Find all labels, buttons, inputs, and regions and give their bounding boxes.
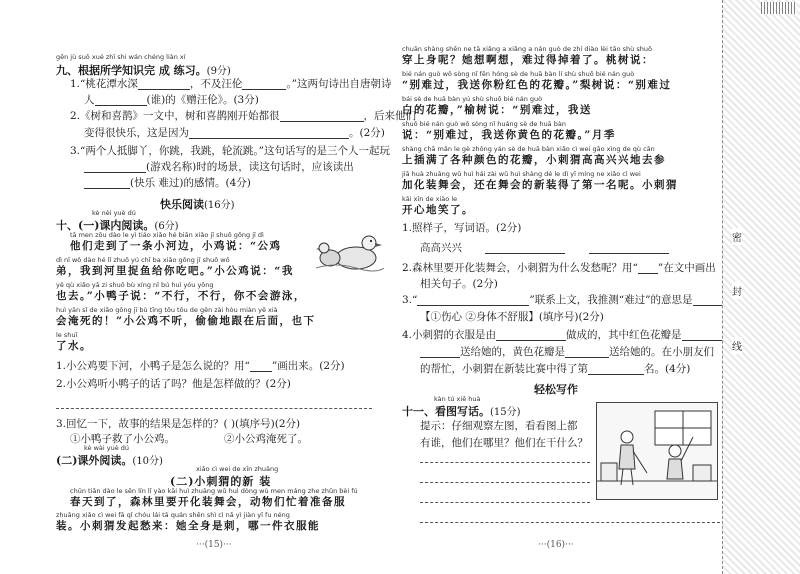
- story-cont-pinyin-6: jiā huà zhuāng wǔ huì hái zài wǔ huì shàng dé le dì yī míng ne xiǎo cì wei: [402, 170, 641, 178]
- q9-3-b: (游戏名称)时的场景，读这句话时，应该读出: [146, 161, 354, 173]
- q4-b: 做成的，其中红色花瓣是: [566, 329, 682, 341]
- q10b-pinyin: kè wài yuè dú: [84, 444, 130, 452]
- story-line-2: 装。小刺猬发起愁来：她全身是刺，哪一件衣服能: [56, 520, 320, 532]
- q9-1-d: 人: [84, 94, 95, 106]
- q11-score: (15分): [490, 407, 521, 418]
- answer-blank[interactable]: [588, 364, 644, 375]
- happy-score: (16分): [204, 200, 235, 211]
- story-pinyin-1: chūn tiān dào le sēn lín lǐ yào kāi huì zhuāng wǔ huì dòng wù men máng zhe zhǔn bèi fú: [70, 487, 358, 495]
- story-cont-line-5: 上插满了各种颜色的花瓣，小刺猬高高兴兴地去参: [402, 154, 666, 166]
- answer-blank[interactable]: [693, 295, 723, 306]
- answer-line[interactable]: [56, 408, 372, 409]
- easy-writing-title: 轻松写作: [534, 383, 578, 396]
- story-cont-line-4: 说：“别难过，我送你黄色的花瓣。”月季: [402, 129, 616, 141]
- q1-example: 高高兴兴: [420, 242, 462, 254]
- q10-pinyin: kè nèi yuè dú: [92, 209, 136, 217]
- q4-line3: [420, 363, 690, 375]
- q9-1-a: 1.“桃花潭水深: [70, 78, 138, 90]
- q3-b: ”联系上文，我推测“难过”的意思是: [529, 294, 693, 306]
- answer-blank[interactable]: [95, 95, 147, 106]
- story-cont-line-6: 加化装舞会，还在舞会的新装得了第一名呢。小刺猬: [402, 179, 678, 191]
- passage1-pinyin-3: yě qù xiǎo yā zi shuō bù xíng nǐ bú huì yóu yǒng: [56, 281, 214, 289]
- qr-code-icon: [761, 2, 797, 14]
- q4-line2: [420, 346, 714, 358]
- writing-line[interactable]: [420, 502, 590, 503]
- story-cont-line-3: 白的花瓣，”榆树说：“别难过，我送: [402, 104, 592, 116]
- page-number-left: ···(15)···: [196, 540, 232, 550]
- r1-text: 1.小公鸡要下河，小鸭子是怎么说的？用“: [56, 360, 250, 372]
- story-title-pinyin: xiǎo cì wei de xīn zhuāng: [196, 465, 279, 473]
- passage1-line-5: 了水。: [56, 340, 92, 352]
- q9-1-line1: [70, 78, 392, 90]
- answer-blank[interactable]: [496, 330, 566, 341]
- right-page: [398, 0, 720, 574]
- q9-2-b: ，后来他们: [363, 110, 417, 122]
- q9-2-line1: [70, 110, 416, 122]
- q2-c: 相关句子。(2分): [420, 278, 498, 290]
- seal-char-mi: 密: [732, 228, 742, 245]
- q4-d: 送给她的。在小朋友们: [609, 346, 714, 358]
- r1-text-b: ”画出来。(2分): [271, 360, 345, 372]
- q2-a: 2.森林里要开化装舞会，小刺猬为什么发愁呢？用“: [402, 262, 638, 274]
- q10b-score: (10分): [132, 456, 163, 467]
- seal-char-feng: 封: [732, 282, 742, 299]
- q9-2-a: 2.《树和喜鹊》一文中，树和喜鹊刚开始都很: [70, 110, 280, 122]
- passage1-pinyin-4: huì yān sǐ de xiǎo gōng jī bù tīng tōu tōu de gēn zài hòu miàn yě xià: [56, 306, 278, 314]
- answer-blank[interactable]: [138, 79, 190, 90]
- q9-2-d: 。(2分): [349, 127, 385, 139]
- q10-r1: [56, 360, 345, 372]
- answer-blank[interactable]: [420, 347, 460, 358]
- q1-text: 1.照样子，写词语。(2分): [402, 222, 522, 234]
- cut-line: [722, 0, 723, 574]
- answer-blank[interactable]: [565, 347, 609, 358]
- q9-title: [56, 62, 231, 78]
- q11-title: [402, 403, 521, 419]
- story-cont-line-2: “别难过，我送你粉红色的花瓣。”梨树说：“别难过: [402, 79, 672, 91]
- answer-blank[interactable]: [280, 111, 364, 122]
- q10-r3-option2: ②小公鸡淹死了。: [224, 433, 308, 445]
- happy-title-text: 快乐阅读: [160, 198, 204, 211]
- q11-hint-2: 有谁，他们在哪里？他们在干什么？: [420, 437, 588, 449]
- q11-hint-1: 提示：仔细观察左图，看看图上都: [420, 420, 578, 432]
- q9-1-line2: [84, 94, 259, 106]
- passage1-line-1: 他们走到了一条小河边，小鸡说：“公鸡: [70, 240, 282, 252]
- q9-1-c: 。”这两句诗出自唐朝诗: [286, 78, 392, 90]
- passage1-line-3: 也去。”小鸭子说：“不行，不行，你不会游泳，: [56, 290, 306, 302]
- q9-2-c: 变得很快乐，这是因为: [84, 127, 189, 139]
- q9-3-c: (快乐 难过)的感情。(4分): [130, 177, 251, 189]
- q9-title-text: 九、根据所学知识完 成 练习。: [56, 64, 207, 77]
- q9-score: (9分): [206, 66, 231, 77]
- story-cont-line-7: 开心地笑了。: [402, 204, 474, 216]
- story-line-1: 春天到了，森林里要开化装舞会，动物们忙着准备服: [70, 496, 346, 508]
- page-number-left-value: 15: [208, 540, 220, 550]
- q10b-title-text: (二)课外阅读。: [56, 454, 133, 467]
- q3-c: 【①伤心 ②身体不舒服】(填序号)(2分): [420, 311, 604, 323]
- answer-blank[interactable]: [84, 162, 146, 173]
- q9-pinyin: gēn jù suǒ xué zhī shi wán chéng liàn xí: [56, 53, 186, 61]
- q4-a: 4.小刺猬的衣服是由: [402, 329, 497, 341]
- story-title: (二)小刺猬的新 装: [170, 475, 272, 488]
- story-cont-pinyin-5: shàng chā mǎn le gè zhǒng yán sè de huā bàn xiǎo cì wei gāo xìng de qù cān: [402, 145, 655, 153]
- answer-blank[interactable]: [485, 243, 565, 254]
- answer-blank[interactable]: [589, 243, 669, 254]
- underline-sample: [638, 267, 658, 274]
- q4-f: 名。(4分): [644, 363, 691, 375]
- q1-example-row: [420, 242, 669, 254]
- q4-line1: [402, 329, 732, 341]
- q2-line1: [402, 262, 716, 274]
- seal-char-xian: 线: [732, 337, 742, 354]
- passage1-pinyin-2: dì nǐ wǒ dào hé lǐ zhuō yú chī ba xiǎo gōng jī shuō wǒ: [56, 256, 230, 264]
- story-cont-pinyin-3: bái sè de huā bàn yú shù shuō bié nán guò: [402, 95, 543, 103]
- q9-3-line2: [84, 161, 354, 173]
- answer-blank[interactable]: [417, 295, 529, 306]
- answer-blank[interactable]: [242, 79, 286, 90]
- q11-title-text: 十一、看图写话。: [402, 405, 490, 418]
- classroom-picture: [596, 402, 718, 500]
- q9-3-line3: [84, 177, 251, 189]
- happy-reading-title: [160, 196, 235, 212]
- answer-blank[interactable]: [84, 178, 130, 189]
- answer-blank[interactable]: [189, 128, 349, 139]
- q11-pinyin: kàn tú xiě huà: [434, 395, 481, 403]
- passage1-line-2: 弟，我到河里捉鱼给你吃吧。”小公鸡说：“我: [56, 265, 294, 277]
- story-pinyin-2: zhuāng xiǎo cì wei fā qǐ chóu lái tā quán shēn shì cì nǎ yì jiàn yī fu néng: [56, 511, 290, 519]
- writing-line[interactable]: [420, 462, 590, 463]
- q10-title-text: 十、(一)课内阅读。: [56, 219, 155, 232]
- q10-r3: 3.回忆一下，故事的结果是怎样的？( )(填序号)(2分): [56, 418, 301, 430]
- q3-line1: [402, 294, 723, 306]
- q9-3-line1: 3.“两个人抵脚丫，你跳，我跳，轮流跳。”这句话写的是三个人一起玩: [70, 145, 391, 157]
- q9-2-line2: [84, 127, 385, 139]
- q10-r2: 2.小公鸡听小鸭子的话了吗？他是怎样做的？(2分): [56, 378, 291, 390]
- writing-line[interactable]: [420, 522, 720, 523]
- story-cont-pinyin-7: kāi xīn de xiào le: [402, 195, 458, 203]
- story-cont-pinyin-2: bié nán guò wǒ sòng nǐ fěn hóng sè de huā bàn lí shù shuō bié nán guò: [402, 70, 635, 78]
- passage1-pinyin-5: le shuǐ: [56, 331, 78, 339]
- q2-b: ”在文中画出: [657, 262, 716, 274]
- writing-line[interactable]: [420, 482, 590, 483]
- q10-r3-option1: ①小鸭子救了小公鸡。: [70, 433, 175, 445]
- q10-score: (6分): [154, 221, 179, 232]
- story-cont-pinyin-1: chuān shàng shēn ne tā xiǎng a xiǎng a nán guò de zhí diào lèi tāo shù shuō: [402, 45, 652, 53]
- q4-c: 送给她的，黄色花瓣是: [460, 346, 565, 358]
- q4-e: 的帮忙，小刺猬在新装比赛中得了第: [420, 363, 588, 375]
- story-cont-pinyin-4: shuō bié nán guò wǒ sòng nǐ huáng sè de huā bàn: [402, 120, 566, 128]
- story-cont-line-1: 穿上身呢？她想啊想，难过得掉着了。桃树说：: [402, 54, 654, 66]
- q9-1-b: ，不及汪伦: [189, 78, 243, 90]
- q9-1-e: (谁)的《赠汪伦》。(3分): [146, 94, 259, 106]
- q10b-title: [56, 452, 163, 468]
- passage1-line-4: 会淹死的！”小公鸡不听，偷偷地跟在后面，也下: [56, 315, 316, 327]
- page-number-right: ···(16)···: [538, 540, 574, 550]
- passage1-pinyin-1: tā men zǒu dào le yì tiáo xiǎo hé biān xiǎo jī shuō gōng jī dì: [70, 231, 264, 239]
- duck-and-chick-illustration: [316, 228, 384, 272]
- underline-sample: [250, 365, 272, 372]
- page-number-right-value: 16: [550, 540, 562, 550]
- q3-a: 3.“: [402, 294, 418, 306]
